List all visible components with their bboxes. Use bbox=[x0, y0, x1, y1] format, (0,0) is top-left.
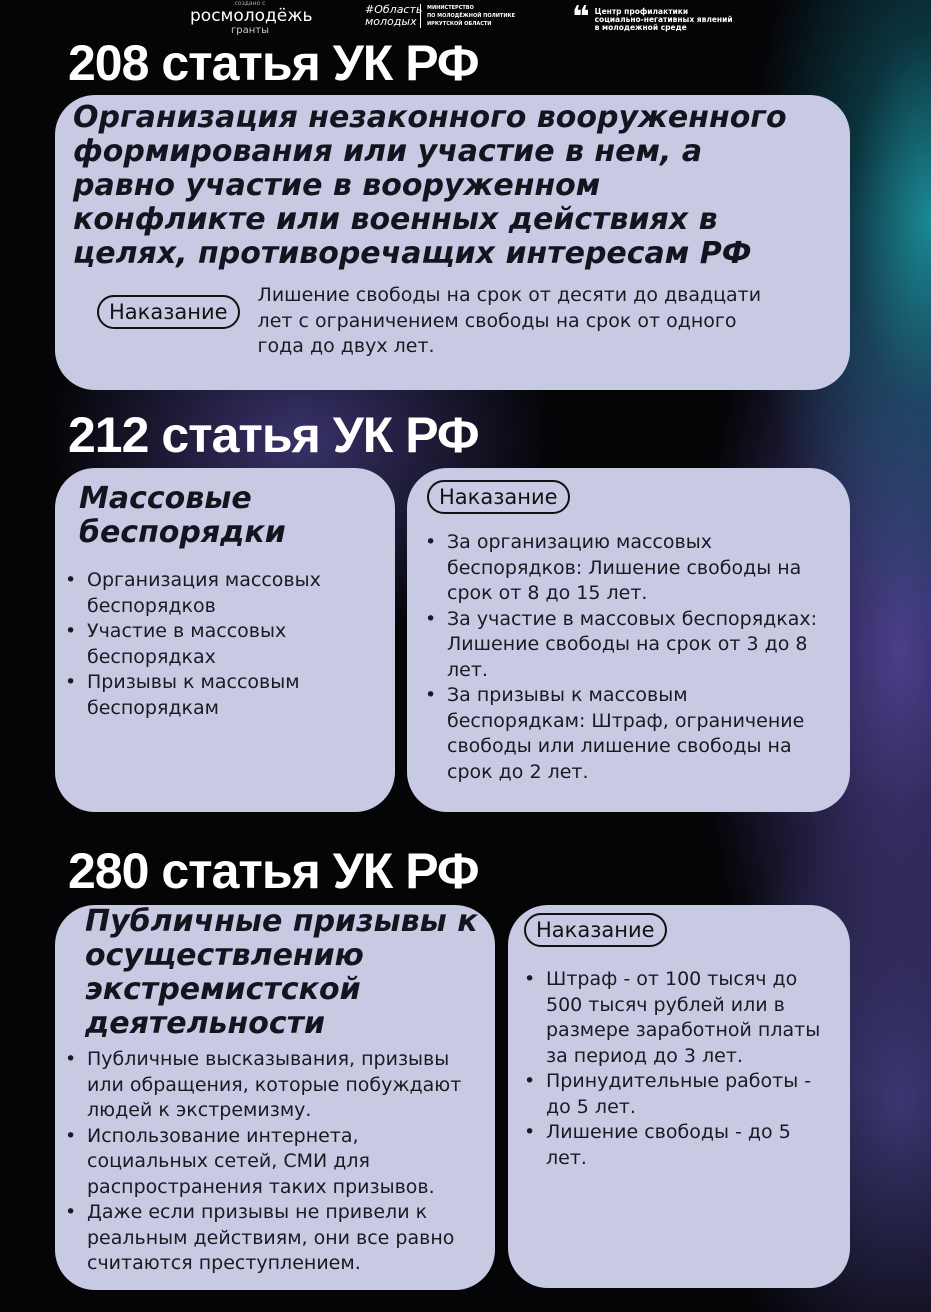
punishment-text: Лишение свободы на срок от десяти до двадцати лет с ограничением свободы на срок от одного года до двух лет. bbox=[257, 284, 762, 357]
heading-280: 280 статья УК РФ bbox=[68, 843, 479, 899]
oblast-molodykh-logo: #Область молодых МИНИСТЕРСТВО ПО МОЛОДЁЖНОЙ ПОЛИТИКЕ ИРКУТСКОЙ ОБЛАСТИ bbox=[365, 3, 516, 28]
list-item: • Организация массовых беспорядков bbox=[55, 568, 379, 619]
list-item: • Лишение свободы - до 5 лет. bbox=[514, 1120, 828, 1171]
card-280-description bbox=[55, 905, 495, 1290]
article-title: Массовые беспорядки bbox=[79, 481, 286, 550]
list-item: • Призывы к массовым беспорядкам bbox=[55, 670, 379, 721]
rosmolodezh-logo: создано с росмолодёжь гранты bbox=[190, 0, 313, 36]
punishment-badge: Наказание bbox=[427, 480, 570, 514]
list-item: • Даже если призывы не привели к реальным действиям, они все равно считаются преступлением. bbox=[55, 1200, 479, 1277]
punishment-badge: Наказание bbox=[97, 295, 240, 329]
heading-208: 208 статья УК РФ bbox=[68, 35, 479, 91]
article-title: Организация незаконного вооруженного формирования или участие в нем, а равно участие в вооруженном конфликте или военных действиях в целях, противоречащих интересам РФ bbox=[73, 100, 787, 271]
list-item: • Публичные высказывания, призывы или обращения, которые побуждают людей к экстремизму. bbox=[55, 1047, 479, 1124]
list-item: • За призывы к массовым беспорядкам: Штраф, ограничение свободы или лишение свободы на срок до 2 лет. bbox=[415, 683, 830, 785]
card-212-punishment bbox=[407, 468, 850, 812]
punishment-badge: Наказание bbox=[524, 913, 667, 947]
list-item: • Штраф - от 100 тысяч до 500 тысяч рублей или в размере заработной платы за период до 3 лет. bbox=[514, 967, 828, 1069]
punishment-list bbox=[415, 530, 830, 785]
list-item: • За организацию массовых беспорядков: Лишение свободы на срок от 8 до 15 лет. bbox=[415, 530, 830, 607]
quote-icon: ❝ bbox=[572, 0, 590, 35]
list-item: • Использование интернета, социальных сетей, СМИ для распространения таких призывов. bbox=[55, 1124, 479, 1201]
offense-list bbox=[55, 568, 379, 721]
article-title: Публичные призывы к осуществлению экстремистской деятельности bbox=[85, 904, 478, 1041]
offense-list bbox=[55, 1047, 479, 1277]
prevention-center-logo: ❝ Центр профилактики социально-негативных явлений в молодежной среде bbox=[572, 0, 733, 35]
list-item: • Участие в массовых беспорядках bbox=[55, 619, 379, 670]
list-item: • Принудительные работы - до 5 лет. bbox=[514, 1069, 828, 1120]
heading-212: 212 статья УК РФ bbox=[68, 407, 479, 463]
list-item: • За участие в массовых беспорядках: Лишение свободы на срок от 3 до 8 лет. bbox=[415, 607, 830, 684]
card-280-punishment bbox=[508, 905, 850, 1288]
card-212-description bbox=[55, 468, 395, 812]
punishment-list bbox=[514, 967, 828, 1171]
card-208 bbox=[55, 95, 850, 390]
